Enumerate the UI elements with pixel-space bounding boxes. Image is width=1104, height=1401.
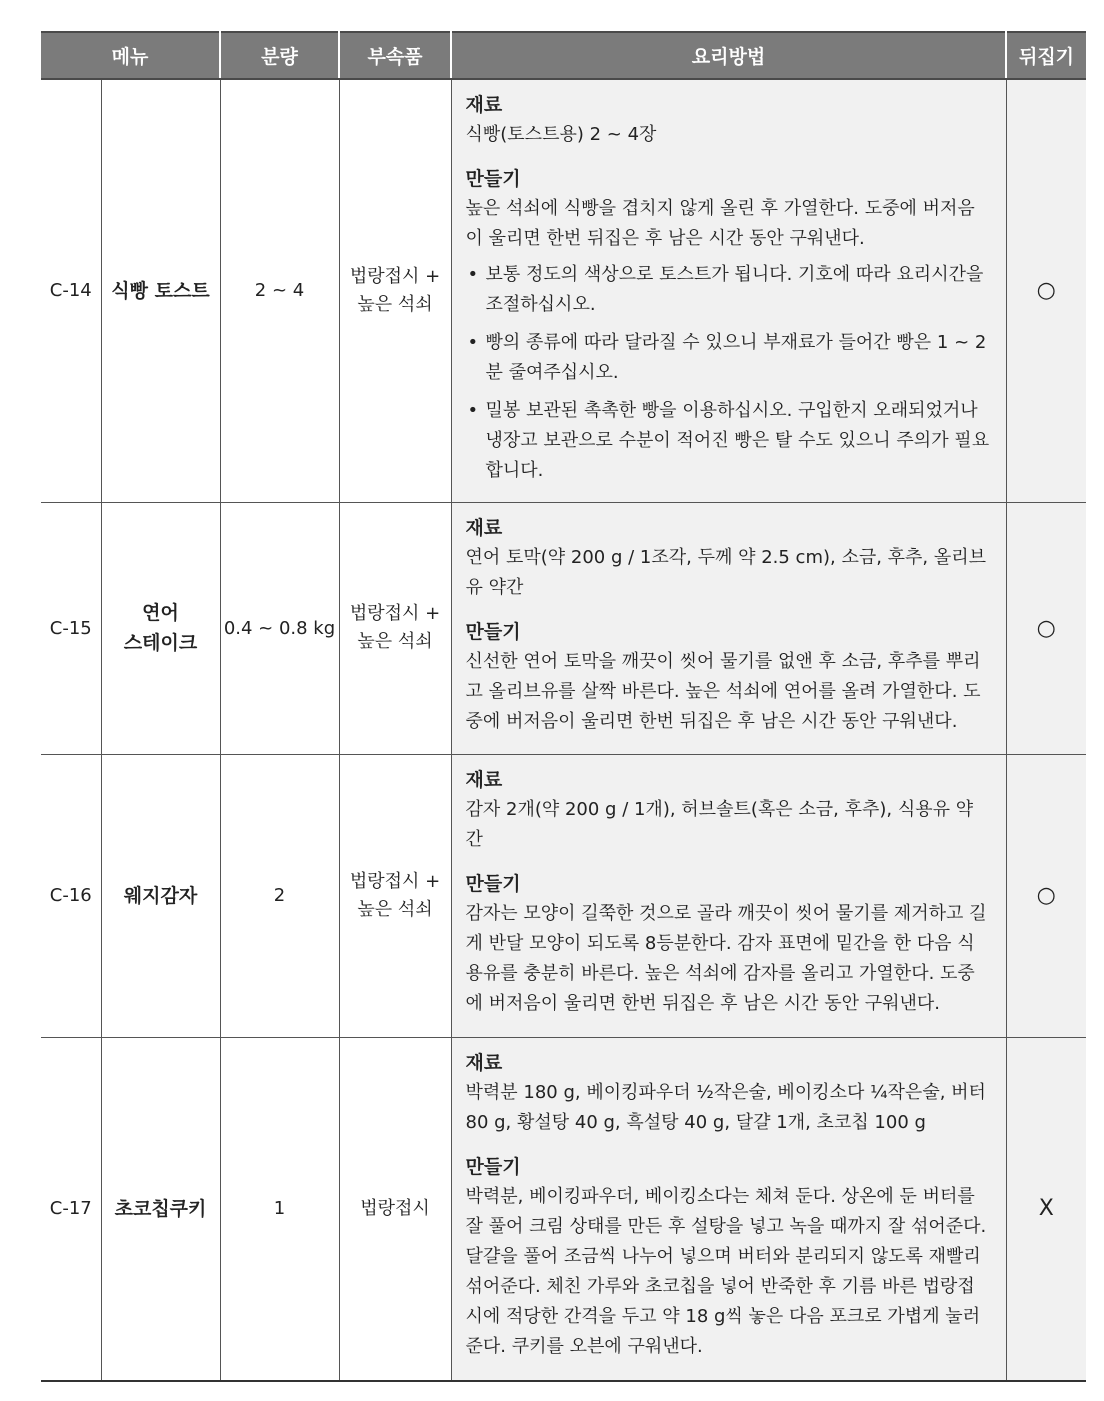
header-row [41,32,1086,79]
table-row [41,1037,1086,1381]
flip-cell [1006,1037,1086,1381]
accessory [339,502,451,754]
notes-list [466,260,990,486]
recipe-table [41,31,1086,1382]
table-row [41,754,1086,1037]
header-quantity: 분량 [220,32,339,79]
menu-name [101,754,220,1037]
accessory-line: 법랑접시 + [349,870,441,892]
flip-cell [1006,754,1086,1037]
cooking-method [451,754,1006,1037]
ingredients-title: 재료 [465,1051,503,1074]
how-to-title: 만들기 [465,620,521,643]
menu-code: C-16 [41,754,101,1037]
flip-mark: ○ [1036,615,1056,641]
section-gap [466,150,990,164]
how-to-title: 만들기 [465,1155,521,1178]
method-text: 박력분, 베이킹파우더, 베이킹소다는 체쳐 둔다. 상온에 둔 버터를 잘 풀어 크림 상태를 만든 후 설탕을 넣고 녹을 때까지 잘 섞어준다. 달걀을 풀어 조금씩 나누어 넣으며 버터와 분리되지 않도록 재빨리 섞어준다. 체친 가루와 초코칩을 넣어 반죽한 후 기름 바른 법랑접시에 적당한 간격을 두고 약 18 g씩 놓은 다음 포크로 가볍게 눌러준다. 쿠키를 오븐에 구워낸다. [465,1185,987,1357]
ingredients-title: 재료 [465,768,503,791]
flip-mark: ○ [1036,883,1056,908]
accessory [339,1037,451,1381]
header-method: 요리방법 [451,32,1006,79]
how-to-title: 만들기 [465,168,521,190]
menu-code: C-15 [41,502,101,754]
quantity: 0.4 ~ 0.8 kg [220,502,339,754]
accessory-line: 높은 석쇠 [357,898,433,920]
menu-name [101,1037,220,1381]
header-menu: 메뉴 [41,32,220,79]
menu-name [101,79,220,502]
accessory-line: 높은 석쇠 [357,631,433,652]
cooking-method [451,79,1006,502]
ingredients-title: 재료 [465,516,503,539]
quantity: 2 ~ 4 [220,79,339,502]
cooking-method [451,1037,1006,1381]
method-text: 높은 석쇠에 식빵을 겹치지 않게 올린 후 가열한다. 도중에 버저음이 울리면 한번 뒤집은 후 남은 시간 동안 구워낸다. [465,198,975,249]
ingredients-text: 감자 2개(약 200 g / 1개), 허브솔트(혹은 소금, 후추), 식용유 약간 [465,798,974,850]
section-gap [466,1138,990,1152]
header-flip: 뒤집기 [1006,32,1086,79]
section-gap [466,603,990,617]
accessory-line: 법랑접시 + [349,603,441,624]
menu-name-line: 웨지감자 [123,884,198,907]
table-row [41,79,1086,502]
quantity: 1 [220,1037,339,1381]
menu-name-line: 스테이크 [123,632,198,654]
ingredients-text: 식빵(토스트용) 2 ~ 4장 [465,124,657,145]
menu-name-line: 식빵 토스트 [111,279,210,302]
note-item: • 빵의 종류에 따라 달라질 수 있으니 부재료가 들어간 빵은 1 ~ 2분 줄여주십시오. [466,328,990,388]
menu-code: C-14 [41,79,101,502]
ingredients-text: 박력분 180 g, 베이킹파우더 ½작은술, 베이킹소다 ¼작은술, 버터 80 g, 황설탕 40 g, 흑설탕 40 g, 달걀 1개, 초코칩 100 g [465,1081,986,1133]
accessory-line: 법랑접시 [360,1197,430,1219]
note-item: • 보통 정도의 색상으로 토스트가 됩니다. 기호에 따라 요리시간을 조절하십시오. [466,260,990,320]
header-accessory: 부속품 [339,32,451,79]
flip-mark: ○ [1036,278,1056,304]
method-text: 신선한 연어 토막을 깨끗이 씻어 물기를 없앤 후 소금, 후추를 뿌리고 올리브유를 살짝 바른다. 높은 석쇠에 연어를 올려 가열한다. 도중에 버저음이 울리면 한번 뒤집은 후 남은 시간 동안 구워낸다. [465,650,981,732]
section-gap [466,855,990,869]
menu-name-line: 초코칩쿠키 [114,1197,207,1220]
method-text: 감자는 모양이 길쭉한 것으로 골라 깨끗이 씻어 물기를 제거하고 길게 반달 모양이 되도록 8등분한다. 감자 표면에 밑간을 한 다음 식용유를 충분히 바른다. 높은 석쇠에 감자를 올리고 가열한다. 도중에 버저음이 울리면 한번 뒤집은 후 남은 시간 동안 구워낸다. [465,902,987,1014]
accessory-line: 법랑접시 + [349,265,441,287]
ingredients-title: 재료 [465,94,503,116]
flip-mark: X [1038,1196,1054,1222]
table-row [41,502,1086,754]
accessory [339,79,451,502]
accessory-line: 높은 석쇠 [357,293,433,315]
flip-cell [1006,79,1086,502]
flip-cell [1006,502,1086,754]
menu-code: C-17 [41,1037,101,1381]
quantity: 2 [220,754,339,1037]
menu-name [101,502,220,754]
ingredients-text: 연어 토막(약 200 g / 1조각, 두께 약 2.5 cm), 소금, 후추, 올리브유 약간 [465,546,987,598]
cooking-method [451,502,1006,754]
accessory [339,754,451,1037]
note-item: • 밀봉 보관된 촉촉한 빵을 이용하십시오. 구입한지 오래되었거나 냉장고 보관으로 수분이 적어진 빵은 탈 수도 있으니 주의가 필요합니다. [466,396,990,486]
how-to-title: 만들기 [465,872,521,895]
menu-name-line: 연어 [142,602,179,624]
